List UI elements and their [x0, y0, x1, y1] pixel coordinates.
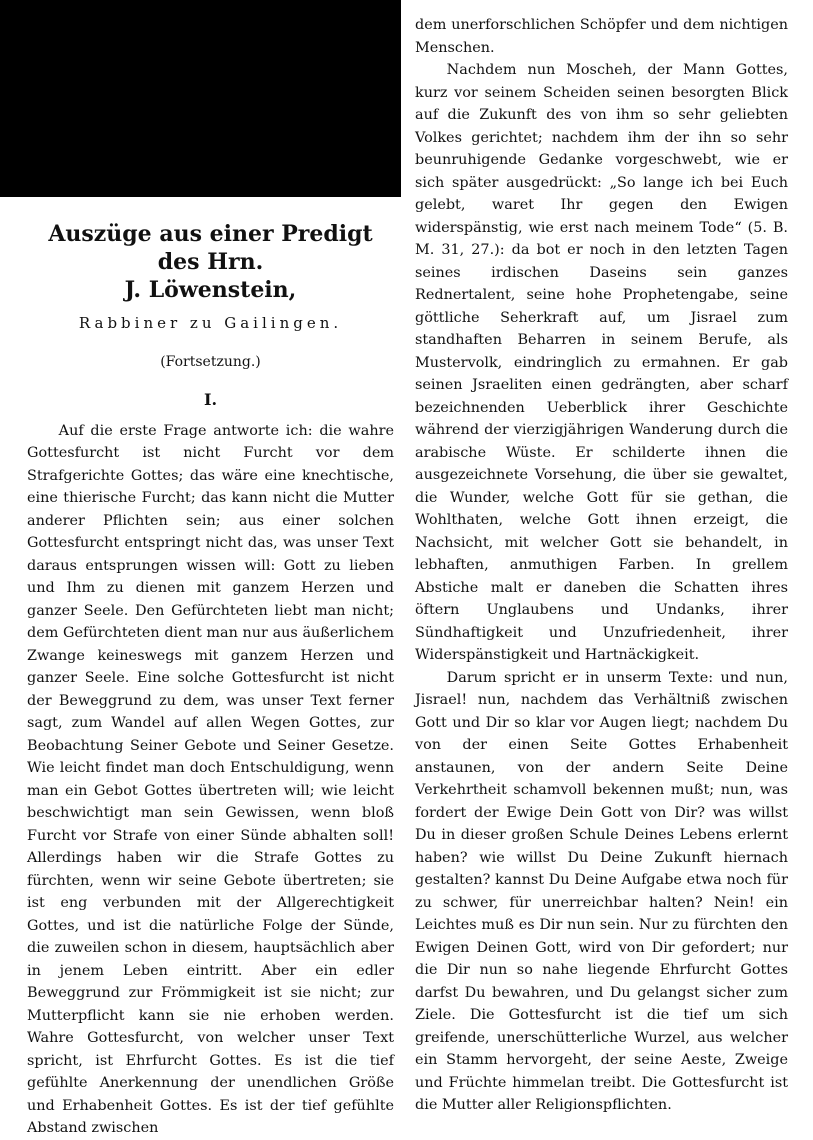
left-paragraph-1: Auf die erste Frage antworte ich: die wahre Gottesfurcht ist nicht Furcht vor dem Strafgerichte Gottes; das wäre eine knechtische, eine thierische Furcht; das kann nicht die Mutter anderer Pflichten sein; aus einer solchen Gottesfurcht entspringt nicht das, was unser Text daraus entsprungen wissen will: Gott zu lieben und Ihm zu dienen mit ganzem Herzen und ganzer Seele. Den Gefürchteten liebt man nicht; dem Gefürchteten dient man nur aus äußerlichem Zwange keineswegs mit ganzem Herzen und ganzer Seele. Eine solche Gottesfurcht ist nicht der Beweggrund zu dem, was unser Text ferner sagt, zum Wandel auf allen Wegen Gottes, zur Beobachtung Seiner Gebote und Seiner Gesetze. Wie leicht findet man doch Entschuldigung, wenn man ein Gebot Gottes übertreten will; wie leicht beschwichtigt man sein Gewissen, wenn bloß Furcht vor Strafe von einer Sünde abhalten soll! Allerdings haben wir die Strafe Gottes zu fürchten, wenn wir seine Gebote übertreten; sie ist eng verbunden mit der Allgerechtigkeit Gottes, und ist die natürliche Folge der Sünde, die zuweilen schon in diesem, hauptsächlich aber in jenem Leben eintritt. Aber ein edler Beweggrund zur Frömmigkeit ist sie nicht; zur Mutterpflicht kann sie nie erhoben werden. Wahre Gottesfurcht, von welcher unser Text spricht, ist Ehrfurcht Gottes. Es ist die tief gefühlte Anerkennung der unendlichen Größe und Erhabenheit Gottes. Es ist der tief gefühlte Abstand zwischen	[27, 422, 394, 1136]
right-paragraph-0: dem unerforschlichen Schöpfer und dem nichtigen Menschen.	[415, 17, 788, 56]
article-title	[27, 220, 394, 304]
article-title-line-2: J. Löwenstein,	[124, 277, 297, 303]
left-column	[27, 210, 394, 1136]
right-paragraph-1: Nachdem nun Moscheh, der Mann Gottes, kurz vor seinem Scheiden seinen besorgten Blick auf die Zukunft des von ihm so sehr geliebten Volkes gerichtet; nachdem ihm der ihn so sehr beunruhigende Gedanke vorgeschwebt, wie er sich später ausgedrückt: „So lange ich bei Euch gelebt, waret Ihr gegen den Ewigen widerspänstig, wie erst nach meinem Tode“ (5. B. M. 31, 27.): da bot er noch in den letzten Tagen seines irdischen Daseins sein ganzes Rednertalent, seine hohe Prophetengabe, seine göttliche Seherkraft auf, um Jisrael zum standhaften Beharren in seinem Berufe, als Mustervolk, eindringlich zu ermahnen. Er gab seinen Jsraeliten einen gedrängten, aber scharf bezeichnenden Ueberblick ihrer Geschichte während der vierzigjährigen Wanderung durch die arabische Wüste. Er schilderte ihnen die ausgezeichnete Vorsehung, die über sie gewaltet, die Wunder, welche Gott für sie gethan, die Wohlthaten, welche Gott ihnen erzeigt, die Nachsicht, mit welcher Gott sie behandelt, in lebhaften, anmuthigen Farben. In grellem Abstiche malt er daneben die Schatten ihres öftern Unglaubens und Undanks, ihrer Sündhaftigkeit und Unzufriedenheit, ihrer Widerspänstigkeit und Hartnäckigkeit.	[415, 62, 788, 663]
right-column	[415, 14, 788, 1113]
redacted-block	[0, 0, 401, 197]
article-title-line-1: Auszüge aus einer Predigt des Hrn.	[48, 221, 373, 275]
article-subtitle: Rabbiner zu Gailingen.	[78, 314, 343, 332]
section-number: I.	[203, 390, 218, 409]
right-paragraph-2: Darum spricht er in unserm Texte: und nun, Jisrael! nun, nachdem das Verhältniß zwischen Gott und Dir so klar vor Augen liegt; nachdem Du von der einen Seite Gottes Erhabenheit anstaunen, von der andern Seite Deine Verkehrtheit schamvoll bekennen mußt; nun, was fordert der Ewige Dein Gott von Dir? was willst Du in dieser großen Schule Deines Lebens erlernt haben? wie willst Du Deine Zukunft hiernach gestalten? kannst Du Deine Aufgabe etwa noch für zu schwer, für unerreichbar halten? Nein! ein Leichtes muß es Dir nun sein. Nur zu fürchten den Ewigen Deinen Gott, wird von Dir gefordert; nur die Dir nun so nahe liegende Ehrfurcht Gottes darfst Du bewahren, und Du gelangst sicher zum Ziele. Die Gottesfurcht ist die tief um sich greifende, unerschütterliche Wurzel, aus welcher ein Stamm hervorgeht, der seine Aeste, Zweige und Früchte himmelan treibt. Die Gottesfurcht ist die Mutter aller Religionspflichten.	[415, 669, 788, 1113]
continuation-note: (Fortsetzung.)	[160, 353, 261, 370]
